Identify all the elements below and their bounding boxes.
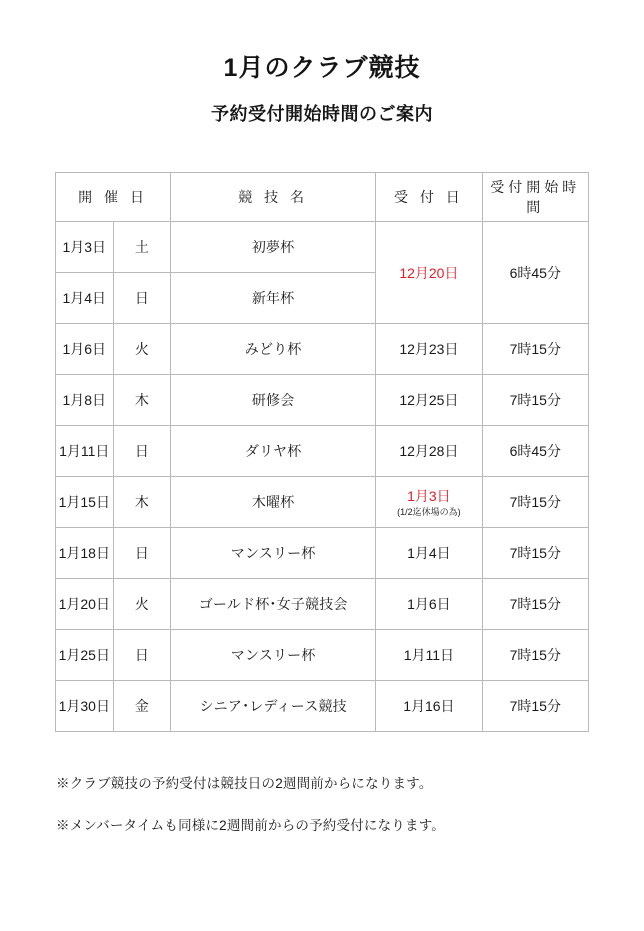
cell-event-name: 初夢杯 bbox=[171, 222, 376, 273]
table-row bbox=[56, 426, 589, 477]
table-body bbox=[56, 222, 589, 732]
cell-day-of-week: 火 bbox=[113, 579, 171, 630]
cell-date: 1月11日 bbox=[56, 426, 114, 477]
schedule-table bbox=[55, 172, 589, 732]
cell-date: 1月3日 bbox=[56, 222, 114, 273]
reception-date-text: 12月28日 bbox=[399, 443, 459, 459]
cell-event-name: マンスリー杯 bbox=[171, 630, 376, 681]
cell-reception-time: 7時15分 bbox=[482, 375, 588, 426]
table-row bbox=[56, 375, 589, 426]
cell-day-of-week: 日 bbox=[113, 630, 171, 681]
cell-reception-date bbox=[376, 630, 482, 681]
cell-reception-time: 7時15分 bbox=[482, 528, 588, 579]
cell-reception-date bbox=[376, 375, 482, 426]
cell-reception-time: 6時45分 bbox=[482, 426, 588, 477]
cell-reception-time: 7時15分 bbox=[482, 477, 588, 528]
cell-reception-date bbox=[376, 681, 482, 732]
footnote-1: ※クラブ競技の予約受付は競技日の2週間前からになります。 bbox=[56, 776, 433, 791]
cell-reception-date bbox=[376, 528, 482, 579]
cell-day-of-week: 木 bbox=[113, 477, 171, 528]
cell-event-name: ゴールド杯･女子競技会 bbox=[171, 579, 376, 630]
table-row bbox=[56, 579, 589, 630]
cell-reception-time: 7時15分 bbox=[482, 681, 588, 732]
reception-date-text: 12月25日 bbox=[399, 392, 459, 408]
reception-date-note: (1/2迄休場の為) bbox=[397, 507, 461, 518]
reception-date-text: 1月4日 bbox=[407, 545, 451, 561]
cell-event-name: マンスリー杯 bbox=[171, 528, 376, 579]
cell-reception-date bbox=[376, 324, 482, 375]
footnote-2: ※メンバータイムも同様に2週間前からの予約受付になります。 bbox=[56, 818, 446, 833]
cell-event-name: 研修会 bbox=[171, 375, 376, 426]
table-row bbox=[56, 324, 589, 375]
cell-event-name: 木曜杯 bbox=[171, 477, 376, 528]
table-row bbox=[56, 681, 589, 732]
table-header-row bbox=[56, 173, 589, 222]
cell-day-of-week: 木 bbox=[113, 375, 171, 426]
column-header-date: 開 催 日 bbox=[56, 173, 171, 222]
cell-event-name: 新年杯 bbox=[171, 273, 376, 324]
cell-reception-time: 7時15分 bbox=[482, 630, 588, 681]
cell-day-of-week: 日 bbox=[113, 528, 171, 579]
table-header bbox=[56, 173, 589, 222]
cell-reception-date bbox=[376, 426, 482, 477]
cell-date: 1月18日 bbox=[56, 528, 114, 579]
schedule-table-container bbox=[55, 172, 589, 732]
column-header-reception-time: 受付開始時間 bbox=[482, 173, 588, 222]
cell-date: 1月20日 bbox=[56, 579, 114, 630]
footnotes bbox=[56, 772, 644, 834]
cell-day-of-week: 金 bbox=[113, 681, 171, 732]
cell-event-name: シニア･レディース競技 bbox=[171, 681, 376, 732]
cell-reception-time: 6時45分 bbox=[482, 222, 588, 324]
table-row bbox=[56, 630, 589, 681]
column-header-reception-date: 受 付 日 bbox=[376, 173, 482, 222]
table-row bbox=[56, 222, 589, 273]
document-page bbox=[0, 48, 644, 931]
cell-day-of-week: 火 bbox=[113, 324, 171, 375]
cell-reception-date bbox=[376, 579, 482, 630]
cell-reception-date bbox=[376, 222, 482, 324]
cell-date: 1月25日 bbox=[56, 630, 114, 681]
reception-date-text: 1月11日 bbox=[403, 647, 455, 663]
reception-date-text: 12月23日 bbox=[399, 341, 459, 357]
cell-date: 1月8日 bbox=[56, 375, 114, 426]
table-row bbox=[56, 477, 589, 528]
cell-date: 1月30日 bbox=[56, 681, 114, 732]
cell-reception-time: 7時15分 bbox=[482, 324, 588, 375]
cell-reception-date bbox=[376, 477, 482, 528]
reception-date-text: 1月16日 bbox=[403, 698, 455, 714]
reception-date-text: 12月20日 bbox=[399, 264, 459, 281]
cell-date: 1月15日 bbox=[56, 477, 114, 528]
page-title: 1月のクラブ競技 bbox=[223, 54, 421, 82]
page-subtitle: 予約受付開始時間のご案内 bbox=[211, 104, 433, 124]
cell-date: 1月4日 bbox=[56, 273, 114, 324]
cell-day-of-week: 日 bbox=[113, 426, 171, 477]
cell-reception-time: 7時15分 bbox=[482, 579, 588, 630]
cell-date: 1月6日 bbox=[56, 324, 114, 375]
cell-event-name: みどり杯 bbox=[171, 324, 376, 375]
reception-date-text: 1月6日 bbox=[407, 596, 451, 612]
column-header-event: 競 技 名 bbox=[171, 173, 376, 222]
cell-day-of-week: 土 bbox=[113, 222, 171, 273]
table-row bbox=[56, 528, 589, 579]
cell-event-name: ダリヤ杯 bbox=[171, 426, 376, 477]
cell-day-of-week: 日 bbox=[113, 273, 171, 324]
reception-date-text: 1月3日 bbox=[407, 488, 451, 505]
